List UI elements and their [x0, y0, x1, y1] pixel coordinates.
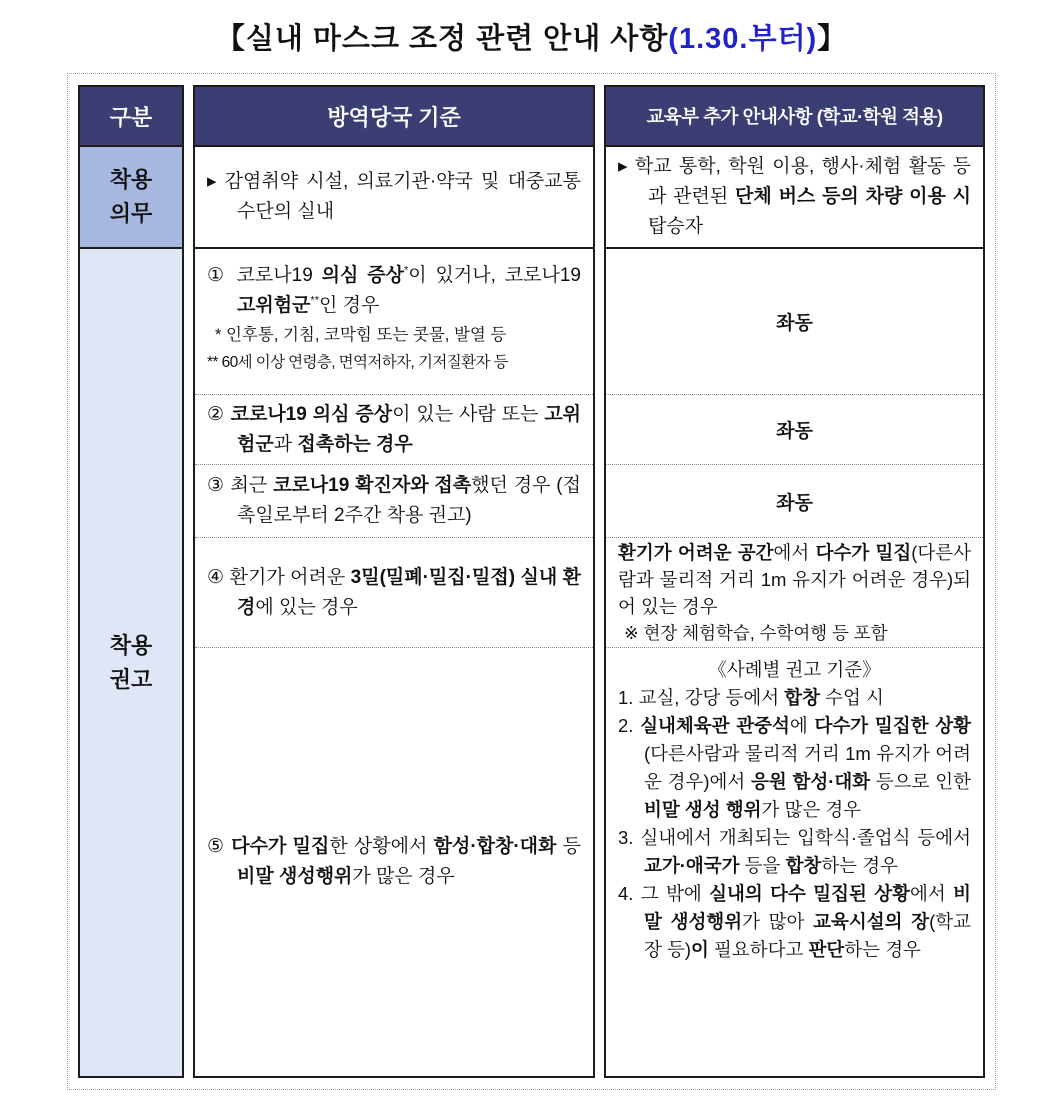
text-line: 1. 교실, 강당 등에서 합창 수업 시 [618, 687, 884, 708]
cell-recommend4-authority [195, 537, 593, 647]
text-line: * 인후통, 기침, 코막힘 또는 콧물, 발열 등 [215, 326, 507, 344]
text-line: ④ 환기가 어려운 3밀(밀폐·밀집·밀접) 실내 환경에 있는 경우 [207, 566, 581, 618]
text-line: ※ 현장 체험학습, 수학여행 등 포함 [624, 622, 888, 643]
page-title-text: 【실내 마스크 조정 관련 안내 사항 [215, 23, 669, 55]
text-line: 환기가 어려운 공간에서 다수가 밀집(다른사람과 물리적 거리 1m 유지가 어려운 경우)되어 있는 경우 [618, 541, 971, 617]
cell-recommend1-authority [195, 247, 593, 394]
column-authority-criteria [193, 85, 595, 1078]
page-title [0, 16, 1063, 57]
cell-recommend5-authority [195, 647, 593, 1076]
text-line: 《사례별 권고 기준》 [708, 659, 881, 680]
cell-recommend4-moe [606, 537, 983, 647]
text-line: 2. 실내체육관 관중석에 다수가 밀집한 상황(다른사람과 물리적 거리 1m 유지가 어려운 경우)에서 응원 함성·대화 등으로 인한 비말 생성 행위가 많은 경우 [618, 715, 972, 820]
cell-recommend3-moe-same-as-left: 좌동 [606, 464, 983, 537]
guidance-table [67, 73, 996, 1090]
text-line: ① 코로나19 의심 증상*이 있거나, 코로나19 고위험군**인 경우 [207, 264, 581, 316]
label-cell-recommend: 착용 권고 [80, 247, 182, 1076]
header-moe-guidance: 교육부 추가 안내사항 (학교·학원 적용) [606, 87, 983, 145]
cell-duty-moe [606, 145, 983, 247]
cell-recommend1-moe-same-as-left: 좌동 [606, 247, 983, 394]
header-category: 구분 [80, 87, 182, 145]
cell-recommend5-moe [606, 647, 983, 1076]
column-category [78, 85, 184, 1078]
cell-recommend2-authority [195, 394, 593, 464]
header-authority-criteria: 방역당국 기준 [195, 87, 593, 145]
cell-recommend3-authority [195, 464, 593, 537]
cell-recommend2-moe-same-as-left: 좌동 [606, 394, 983, 464]
text-line: ② 코로나19 의심 증상이 있는 사람 또는 고위험군과 접촉하는 경우 [207, 403, 582, 455]
text-line: ⑤ 다수가 밀집한 상황에서 함성·합창·대화 등 비말 생성행위가 많은 경우 [207, 836, 582, 887]
text-line: 3. 실내에서 개최되는 입학식·졸업식 등에서 교가·애국가 등을 합창하는 경우 [618, 827, 971, 876]
column-moe-guidance [604, 85, 985, 1078]
table-columns [78, 85, 985, 1078]
text-line: ▸ 학교 통학, 학원 이용, 행사·체험 활동 등과 관련된 단체 버스 등의 차량 이용 시 탑승자 [618, 156, 971, 237]
text-line: ▸ 감염취약 시설, 의료기관·약국 및 대중교통수단의 실내 [207, 171, 581, 222]
text-line: ** 60세 이상 연령층, 면역저하자, 기저질환자 등 [207, 354, 508, 371]
page-title-close-bracket: 】 [817, 23, 848, 55]
text-line: ③ 최근 코로나19 확진자와 접촉했던 경우 (접촉일로부터 2주간 착용 권고) [207, 475, 581, 526]
page-title-date: (1.30.부터) [668, 23, 818, 55]
cell-duty-authority [195, 145, 593, 247]
label-cell-duty: 착용 의무 [80, 145, 182, 247]
text-line: 4. 그 밖에 실내의 다수 밀집된 상황에서 비말 생성행위가 많아 교육시설의 장(학교장 등)이 필요하다고 판단하는 경우 [618, 883, 971, 960]
